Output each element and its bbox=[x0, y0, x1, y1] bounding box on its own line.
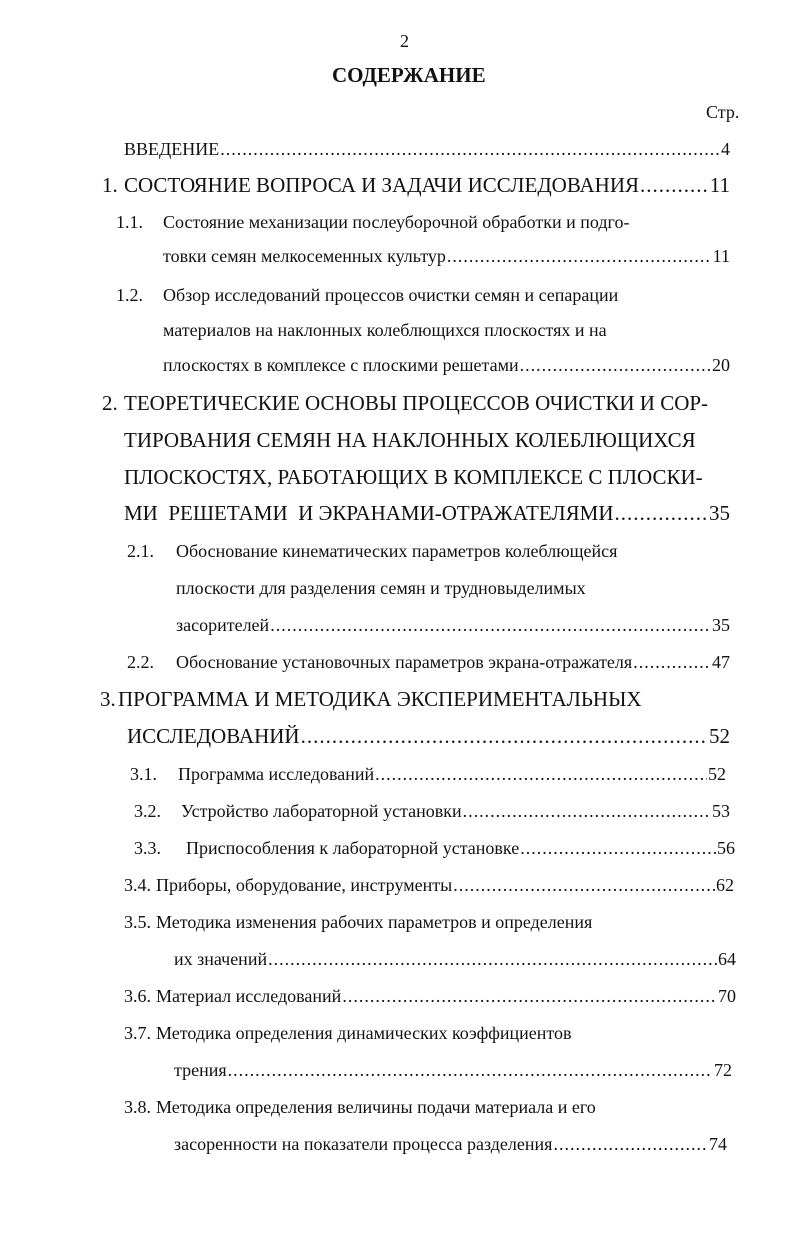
toc-entry-3-3 bbox=[186, 837, 735, 859]
toc-entry-number: 3. bbox=[100, 687, 116, 711]
toc-entry-3-6 bbox=[124, 985, 736, 1007]
toc-entry-number: 2.2. bbox=[127, 652, 154, 672]
leader-dots bbox=[520, 354, 711, 376]
toc-entry-page: 52 bbox=[708, 764, 726, 784]
toc-entry-2-1 bbox=[176, 614, 730, 636]
toc-entry-page: 11 bbox=[712, 246, 730, 266]
toc-entry-text: Состояние механизации послеуборочной обработки и подго- bbox=[163, 212, 630, 232]
leader-dots bbox=[615, 500, 708, 526]
toc-entry-text: товки семян мелкосеменных культур bbox=[163, 246, 446, 266]
leader-dots bbox=[301, 723, 708, 749]
page-number: 2 bbox=[400, 31, 409, 51]
toc-entry-text: их значений bbox=[174, 949, 268, 969]
toc-entry-page: 47 bbox=[712, 652, 730, 672]
toc-entry-text: Приборы, оборудование, инструменты bbox=[156, 875, 453, 895]
toc-entry-1-1 bbox=[163, 245, 730, 267]
leader-dots bbox=[553, 1133, 708, 1155]
toc-entry-text: ИССЛЕДОВАНИЙ bbox=[127, 724, 300, 748]
toc-entry-text: ТИРОВАНИЯ СЕМЯН НА НАКЛОННЫХ КОЛЕБЛЮЩИХСЯ bbox=[124, 428, 696, 452]
page-title: СОДЕРЖАНИЕ bbox=[332, 63, 486, 87]
leader-dots bbox=[447, 245, 712, 267]
leader-dots bbox=[342, 985, 717, 1007]
toc-entry-number: 3.4. bbox=[124, 875, 151, 895]
toc-entry-text: плоскости для разделения семян и трудновыделимых bbox=[176, 578, 586, 598]
toc-entry-page: 62 bbox=[716, 875, 734, 895]
toc-entry-text: материалов на наклонных колеблющихся плоскостях и на bbox=[163, 320, 607, 340]
toc-entry-text: ВВЕДЕНИЕ bbox=[124, 139, 220, 159]
toc-entry-text: Методика определения динамических коэффициентов bbox=[156, 1023, 572, 1043]
leader-dots bbox=[463, 800, 711, 822]
toc-entry-text: Методика определения величины подачи материала и его bbox=[156, 1097, 596, 1117]
leader-dots bbox=[633, 651, 711, 673]
toc-entry-text: Приспособления к лабораторной установке bbox=[186, 838, 520, 858]
toc-entry-3-5 bbox=[174, 948, 736, 970]
leader-dots bbox=[375, 763, 707, 785]
page-column-label: Стр. bbox=[706, 102, 740, 122]
toc-entry-text: трения bbox=[174, 1060, 227, 1080]
toc-entry-3-1 bbox=[178, 763, 726, 785]
toc-entry-text: Программа исследований bbox=[178, 764, 375, 784]
toc-entry-text: Методика изменения рабочих параметров и определения bbox=[156, 912, 593, 932]
leader-dots bbox=[268, 948, 717, 970]
toc-entry-text: засорителей bbox=[176, 615, 270, 635]
toc-entry-page: 64 bbox=[718, 949, 736, 969]
toc-entry-page: 56 bbox=[717, 838, 735, 858]
toc-entry-text: ПЛОСКОСТЯХ, РАБОТАЮЩИХ В КОМПЛЕКСЕ С ПЛОСКИ- bbox=[124, 465, 703, 489]
toc-entry-page: 52 bbox=[709, 724, 730, 748]
toc-entry-number: 3.8. bbox=[124, 1097, 151, 1117]
toc-entry-page: 53 bbox=[712, 801, 730, 821]
toc-entry-text: Обоснование установочных параметров экрана-отражателя bbox=[176, 652, 633, 672]
toc-entry-3-7 bbox=[174, 1059, 732, 1081]
toc-entry-3-2 bbox=[181, 800, 730, 822]
toc-entry-page: 35 bbox=[712, 615, 730, 635]
toc-entry-chapter-1 bbox=[102, 172, 730, 198]
leader-dots bbox=[270, 614, 711, 636]
toc-entry-text: Материал исследований bbox=[156, 986, 342, 1006]
leader-dots bbox=[220, 138, 720, 160]
toc-entry-text: плоскостях в комплексе с плоскими решетами bbox=[163, 355, 519, 375]
toc-entry-number: 1.1. bbox=[116, 212, 143, 232]
toc-entry-chapter-3 bbox=[127, 723, 730, 749]
leader-dots bbox=[520, 837, 716, 859]
toc-entry-page: 4 bbox=[721, 139, 730, 159]
toc-entry-3-4 bbox=[124, 874, 734, 896]
leader-dots bbox=[453, 874, 715, 896]
toc-entry-number: 1. bbox=[102, 173, 118, 197]
toc-entry-text: ПРОГРАММА И МЕТОДИКА ЭКСПЕРИМЕНТАЛЬНЫХ bbox=[118, 687, 642, 711]
toc-entry-2-2 bbox=[176, 651, 730, 673]
toc-entry-page: 70 bbox=[718, 986, 736, 1006]
toc-entry-text: ТЕОРЕТИЧЕСКИЕ ОСНОВЫ ПРОЦЕССОВ ОЧИСТКИ И СОР- bbox=[124, 391, 709, 415]
toc-entry-text: Устройство лабораторной установки bbox=[181, 801, 462, 821]
toc-entry-text: Обзор исследований процессов очистки семян и сепарации bbox=[163, 285, 619, 305]
toc-entry-number: 3.5. bbox=[124, 912, 151, 932]
toc-entry-1-2 bbox=[163, 354, 730, 376]
toc-entry-number: 3.2. bbox=[134, 801, 161, 821]
toc-entry-page: 72 bbox=[714, 1060, 732, 1080]
toc-entry-page: 35 bbox=[709, 501, 730, 525]
toc-entry-text: СОСТОЯНИЕ ВОПРОСА И ЗАДАЧИ ИССЛЕДОВАНИЯ bbox=[124, 173, 640, 197]
toc-entry-text: МИ РЕШЕТАМИ И ЭКРАНАМИ-ОТРАЖАТЕЛЯМИ bbox=[124, 501, 614, 525]
toc-entry-number: 1.2. bbox=[116, 285, 143, 305]
toc-entry-page: 20 bbox=[712, 355, 730, 375]
toc-entry-intro bbox=[124, 138, 730, 160]
leader-dots bbox=[228, 1059, 713, 1081]
toc-entry-number: 2. bbox=[102, 391, 118, 415]
toc-entry-number: 2.1. bbox=[127, 541, 154, 561]
leader-dots bbox=[640, 172, 709, 198]
toc-entry-number: 3.1. bbox=[130, 764, 157, 784]
toc-entry-page: 11 bbox=[709, 173, 730, 197]
toc-entry-text: засоренности на показатели процесса разделения bbox=[174, 1134, 553, 1154]
toc-entry-chapter-2 bbox=[124, 500, 730, 526]
toc-entry-number: 3.6. bbox=[124, 986, 151, 1006]
toc-entry-number: 3.3. bbox=[134, 838, 161, 858]
toc-entry-page: 74 bbox=[709, 1134, 727, 1154]
toc-entry-3-8 bbox=[174, 1133, 727, 1155]
toc-entry-text: Обоснование кинематических параметров колеблющейся bbox=[176, 541, 618, 561]
toc-entry-number: 3.7. bbox=[124, 1023, 151, 1043]
